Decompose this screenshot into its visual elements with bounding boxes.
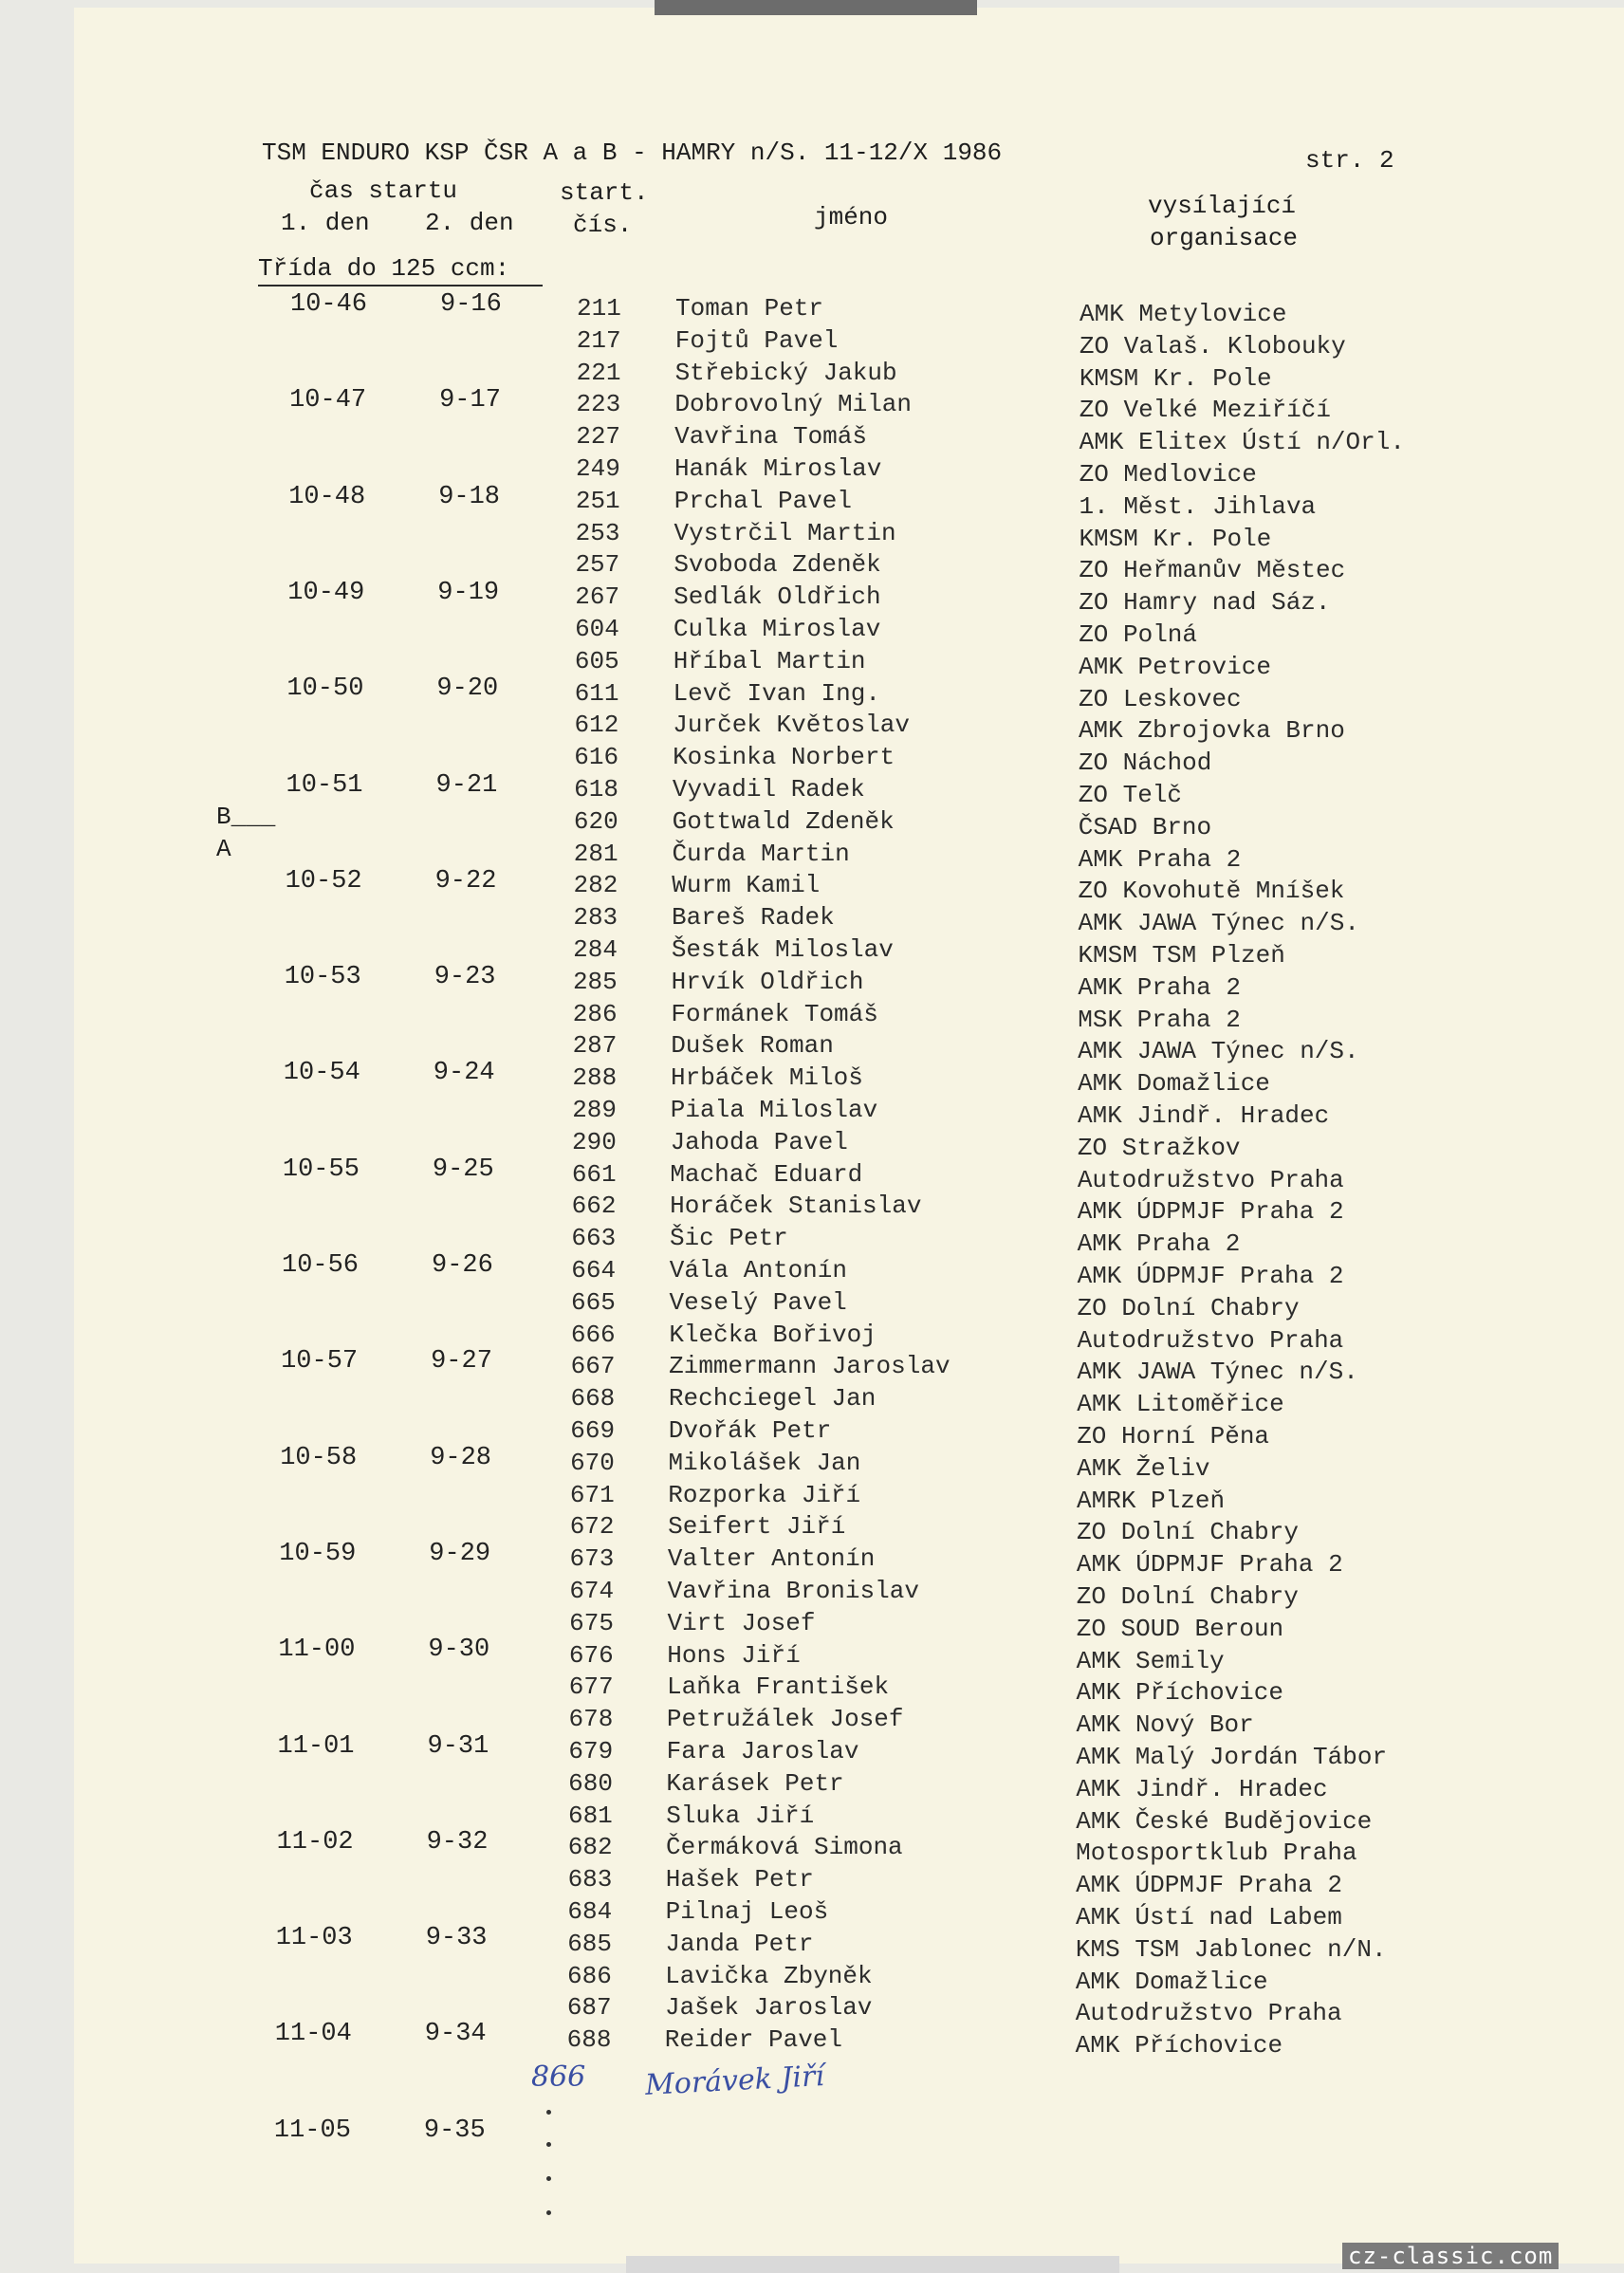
rider-name: Mikolášek Jan xyxy=(668,1448,861,1477)
rider-org: 1. Měst. Jihlava xyxy=(1079,491,1317,521)
rider-org: ZO Stražkov xyxy=(1077,1133,1241,1162)
rider-num: 684 xyxy=(567,1897,613,1926)
rider-org: AMK Příchovice xyxy=(1075,2031,1283,2060)
rider-name: Hříbal Martin xyxy=(673,646,866,675)
rider-org: AMK ÚDPMJF Praha 2 xyxy=(1076,1871,1342,1900)
rider-num: 227 xyxy=(576,422,621,452)
rider-num: 668 xyxy=(570,1384,616,1414)
rider-org: AMK Ústí nad Labem xyxy=(1076,1903,1342,1931)
rider-name: Čurda Martin xyxy=(672,839,850,868)
rider-num: 605 xyxy=(574,646,619,675)
col-den1: 1. den xyxy=(281,209,370,237)
rider-num: 285 xyxy=(572,967,618,996)
rider-num: 665 xyxy=(571,1287,616,1317)
rider-name: Hrbáček Miloš xyxy=(671,1063,863,1093)
rider-name: Petružálek Josef xyxy=(666,1705,904,1734)
rider-org: AMK JAWA Týnec n/S. xyxy=(1078,1037,1359,1066)
rider-org: MSK Praha 2 xyxy=(1078,1005,1241,1034)
time-day1: 10-50 xyxy=(286,675,364,704)
rider-num: 267 xyxy=(575,582,620,612)
rider-name: Rozporka Jiří xyxy=(668,1480,861,1509)
rider-org: ZO Hamry nad Sáz. xyxy=(1079,588,1331,618)
continuation-dot xyxy=(546,2110,551,2115)
col-start: start. xyxy=(560,178,649,207)
rider-org: AMK JAWA Týnec n/S. xyxy=(1077,1358,1358,1387)
rider-name: Šesták Miloslav xyxy=(671,935,894,964)
rider-name: Střebický Jakub xyxy=(674,358,897,387)
rider-org: ZO Medlovice xyxy=(1079,460,1257,489)
rider-name: Prchal Pavel xyxy=(674,486,852,515)
watermark: cz-classic.com xyxy=(1342,2243,1559,2269)
rider-name: Šic Petr xyxy=(669,1224,788,1253)
rider-name: Vyvadil Radek xyxy=(672,775,865,804)
rider-num: 675 xyxy=(569,1608,614,1637)
rider-org: AMK JAWA Týnec n/S. xyxy=(1078,909,1359,938)
rider-num: 661 xyxy=(571,1159,617,1189)
rider-name: Lavička Zbyněk xyxy=(665,1961,873,1990)
class-label-underline xyxy=(258,285,543,286)
rider-org: KMSM Kr. Pole xyxy=(1079,524,1272,553)
rider-name: Levč Ivan Ing. xyxy=(673,678,880,708)
time-day1: 11-00 xyxy=(278,1635,356,1665)
continuation-dot xyxy=(546,2176,551,2181)
rider-org: AMK Semily xyxy=(1076,1646,1225,1675)
rider-name: Valter Antonín xyxy=(667,1544,876,1574)
rider-num: 620 xyxy=(573,806,618,836)
rider-name: Wurm Kamil xyxy=(672,871,821,900)
rider-name: Klečka Bořivoj xyxy=(669,1320,877,1349)
rider-name: Piala Miloslav xyxy=(670,1096,878,1124)
handwritten-number: 866 xyxy=(531,2060,586,2094)
rider-name: Pilnaj Leoš xyxy=(665,1897,829,1926)
rider-name: Vála Antonín xyxy=(669,1256,847,1284)
rider-num: 678 xyxy=(568,1705,614,1734)
time-day1: 10-53 xyxy=(284,963,361,992)
time-day1: 10-52 xyxy=(285,866,362,896)
rider-org: AMK Nový Bor xyxy=(1076,1710,1254,1740)
group-mark-a: A xyxy=(216,835,231,863)
continuation-dot xyxy=(546,2142,551,2147)
rider-name: Culka Miroslav xyxy=(673,615,881,643)
time-day2: 9-21 xyxy=(435,770,498,800)
rider-org: AMK Metylovice xyxy=(1080,300,1287,328)
rider-org: AMK Litoměřice xyxy=(1077,1390,1284,1419)
time-day1: 10-56 xyxy=(282,1251,360,1280)
rider-org: AMK Malý Jordán Tábor xyxy=(1076,1743,1388,1771)
time-day2: 9-34 xyxy=(424,2020,487,2049)
time-day2: 9-18 xyxy=(438,482,500,511)
rider-num: 663 xyxy=(571,1224,617,1253)
rider-num: 217 xyxy=(576,325,621,355)
rider-org: ZO Polná xyxy=(1079,620,1198,649)
rider-name: Laňka František xyxy=(667,1672,890,1702)
rider-name: Janda Petr xyxy=(665,1929,814,1958)
rider-name: Toman Petr xyxy=(675,294,824,323)
rider-org: ČSAD Brno xyxy=(1078,812,1212,841)
rider-name: Čermáková Simona xyxy=(666,1833,903,1862)
time-day2: 9-23 xyxy=(434,963,496,992)
time-day2: 9-26 xyxy=(432,1251,493,1280)
rider-org: ZO Telč xyxy=(1078,781,1183,809)
rider-name: Sluka Jiří xyxy=(666,1801,815,1830)
rider-name: Vavřina Bronislav xyxy=(667,1577,919,1605)
time-day2: 9-28 xyxy=(430,1443,491,1472)
rider-name: Dušek Roman xyxy=(671,1031,834,1061)
rider-name: Dobrovolný Milan xyxy=(674,390,913,419)
time-day2: 9-25 xyxy=(432,1155,494,1184)
rider-name: Jurček Květoslav xyxy=(673,711,910,740)
rider-org: ZO Náchod xyxy=(1078,748,1212,778)
rider-org: AMK Elitex Ústí n/Orl. xyxy=(1079,428,1405,457)
rider-num: 249 xyxy=(576,454,620,483)
time-day2: 9-31 xyxy=(427,1731,489,1761)
rider-num: 679 xyxy=(568,1737,614,1765)
rider-num: 284 xyxy=(573,935,618,964)
time-day2: 9-33 xyxy=(425,1924,488,1953)
scan-edge-bottom xyxy=(626,2256,1119,2273)
continuation-dot xyxy=(546,2210,551,2215)
time-day1: 10-46 xyxy=(290,290,368,319)
rider-org: AMK Domažlice xyxy=(1078,1069,1270,1099)
rider-org: AMK ÚDPMJF Praha 2 xyxy=(1077,1262,1344,1290)
rider-org: Autodružstvo Praha xyxy=(1075,1999,1342,2028)
col-cas-startu: čas startu xyxy=(309,176,458,205)
rider-num: 211 xyxy=(577,294,621,323)
rider-name: Kosinka Norbert xyxy=(673,743,895,772)
rider-org: ZO Kovohutě Mníšek xyxy=(1078,877,1345,906)
time-day1: 10-58 xyxy=(280,1443,358,1472)
rider-org: AMK Jindř. Hradec xyxy=(1076,1774,1328,1803)
rider-name: Zimmermann Jaroslav xyxy=(669,1352,950,1381)
col-cis: čís. xyxy=(573,211,633,239)
rider-org: Autodružstvo Praha xyxy=(1077,1165,1344,1194)
rider-org: ZO Dolní Chabry xyxy=(1076,1582,1299,1611)
rider-num: 281 xyxy=(573,839,618,868)
rider-num: 680 xyxy=(568,1768,613,1798)
rider-num: 674 xyxy=(569,1577,615,1605)
document-title: TSM ENDURO KSP ČSR A a B - HAMRY n/S. 11-12/X 1986 xyxy=(262,139,1003,167)
rider-org: ZO Dolní Chabry xyxy=(1076,1518,1299,1547)
rider-org: AMK Domažlice xyxy=(1075,1967,1268,1996)
rider-org: AMK Petrovice xyxy=(1079,652,1271,681)
rider-num: 618 xyxy=(574,775,618,804)
rider-name: Jašek Jaroslav xyxy=(664,1993,873,2023)
rider-name: Hanák Miroslav xyxy=(674,454,882,483)
rider-num: 253 xyxy=(575,518,620,547)
rider-num: 670 xyxy=(570,1448,615,1477)
time-day1: 10-48 xyxy=(288,482,366,511)
rider-org: AMK Praha 2 xyxy=(1078,972,1241,1002)
time-day2: 9-30 xyxy=(428,1635,490,1665)
time-day2: 9-20 xyxy=(436,675,499,704)
time-day2: 9-19 xyxy=(437,578,500,607)
rider-name: Formánek Tomáš xyxy=(671,999,878,1028)
rider-org: ZO Valaš. Klobouky xyxy=(1079,331,1346,360)
rider-org: AMK Praha 2 xyxy=(1078,844,1242,874)
rider-org: AMRK Plzeň xyxy=(1077,1486,1226,1515)
time-day2: 9-27 xyxy=(431,1347,492,1377)
time-day1: 11-01 xyxy=(277,1731,355,1761)
scan-edge-top xyxy=(655,0,977,15)
rider-num: 289 xyxy=(572,1096,617,1124)
rider-num: 685 xyxy=(567,1929,613,1958)
rider-name: Hrvík Oldřich xyxy=(671,967,864,996)
rider-num: 604 xyxy=(575,615,619,643)
rider-org: AMK České Budějovice xyxy=(1076,1806,1373,1836)
rider-num: 612 xyxy=(574,711,619,740)
rider-num: 223 xyxy=(576,390,621,419)
time-day1: 10-47 xyxy=(289,386,367,416)
rider-org: AMK Praha 2 xyxy=(1077,1229,1241,1259)
rider-name: Jahoda Pavel xyxy=(670,1127,848,1156)
rider-num: 611 xyxy=(574,678,619,708)
rider-num: 282 xyxy=(573,871,618,900)
rider-org: AMK Příchovice xyxy=(1076,1678,1283,1708)
rider-num: 683 xyxy=(567,1865,613,1894)
time-day1: 11-04 xyxy=(274,2020,352,2049)
rider-num: 662 xyxy=(571,1192,617,1221)
rider-name: Horáček Stanislav xyxy=(670,1192,922,1221)
rider-num: 251 xyxy=(575,486,620,515)
rider-name: Hons Jiří xyxy=(667,1640,801,1670)
time-day2: 9-24 xyxy=(433,1059,495,1088)
rider-num: 682 xyxy=(567,1833,613,1862)
rider-org: AMK Želiv xyxy=(1077,1453,1210,1483)
rider-name: Rechciegel Jan xyxy=(668,1384,877,1414)
rider-name: Vystrčil Martin xyxy=(674,518,896,547)
rider-num: 673 xyxy=(569,1544,615,1574)
rider-org: ZO Velké Meziříčí xyxy=(1079,396,1331,425)
time-day1: 11-05 xyxy=(273,2116,351,2145)
rider-name: Svoboda Zdeněk xyxy=(674,550,881,580)
rider-org: ZO Horní Pěna xyxy=(1077,1422,1270,1451)
rider-name: Machač Eduard xyxy=(670,1159,863,1189)
rider-org: KMS TSM Jablonec n/N. xyxy=(1075,1934,1387,1964)
rider-num: 671 xyxy=(569,1480,615,1509)
rider-name: Bareš Radek xyxy=(672,903,835,933)
rider-org: ZO Leskovec xyxy=(1079,684,1242,713)
rider-name: Fara Jaroslav xyxy=(666,1737,859,1765)
time-day1: 10-59 xyxy=(279,1539,357,1568)
rider-org: Motosportklub Praha xyxy=(1076,1839,1357,1868)
col-vysilajici: vysílající xyxy=(1148,192,1297,220)
rider-num: 288 xyxy=(572,1063,618,1093)
time-day2: 9-35 xyxy=(423,2116,486,2145)
rider-num: 664 xyxy=(571,1256,617,1284)
rider-org: KMSM Kr. Pole xyxy=(1079,363,1272,393)
rider-name: Gottwald Zdeněk xyxy=(672,806,895,836)
rider-name: Sedlák Oldřich xyxy=(674,582,881,612)
rider-num: 669 xyxy=(570,1416,616,1445)
rider-org: AMK ÚDPMJF Praha 2 xyxy=(1076,1550,1343,1580)
rider-org: AMK ÚDPMJF Praha 2 xyxy=(1077,1197,1344,1227)
time-day2: 9-29 xyxy=(429,1539,491,1568)
rider-num: 290 xyxy=(572,1127,617,1156)
col-jmeno: jméno xyxy=(814,203,889,231)
rider-num: 283 xyxy=(573,903,618,933)
rider-org: AMK Jindř. Hradec xyxy=(1078,1101,1330,1130)
rider-num: 666 xyxy=(570,1320,616,1349)
time-day2: 9-16 xyxy=(440,290,502,319)
rider-name: Vavřina Tomáš xyxy=(674,422,867,452)
time-day1: 10-55 xyxy=(282,1155,360,1184)
time-day1: 10-54 xyxy=(283,1059,360,1088)
rider-name: Fojtů Pavel xyxy=(674,325,839,355)
rider-org: ZO SOUD Beroun xyxy=(1076,1614,1284,1643)
rider-num: 686 xyxy=(567,1961,612,1990)
rider-name: Reider Pavel xyxy=(664,2025,842,2055)
rider-name: Virt Josef xyxy=(667,1608,816,1637)
rider-org: AMK Zbrojovka Brno xyxy=(1078,716,1345,746)
rider-num: 688 xyxy=(566,2025,612,2055)
rider-num: 286 xyxy=(572,999,618,1028)
rider-num: 687 xyxy=(566,1993,612,2023)
rider-num: 257 xyxy=(575,550,620,580)
rider-name: Hašek Petr xyxy=(665,1865,814,1894)
time-day2: 9-32 xyxy=(426,1827,489,1857)
rider-org: ZO Heřmanův Městec xyxy=(1079,556,1346,585)
group-mark-b: B___ xyxy=(216,803,276,831)
rider-org: KMSM TSM Plzeň xyxy=(1078,941,1285,970)
rider-name: Veselý Pavel xyxy=(669,1287,847,1317)
time-day2: 9-22 xyxy=(434,866,497,896)
time-day1: 11-02 xyxy=(276,1827,354,1857)
time-day1: 11-03 xyxy=(275,1924,353,1953)
rider-num: 667 xyxy=(570,1352,616,1381)
time-day2: 9-17 xyxy=(439,386,501,416)
rider-org: ZO Dolní Chabry xyxy=(1077,1293,1300,1322)
col-organisace: organisace xyxy=(1150,224,1299,252)
col-den2: 2. den xyxy=(425,209,514,237)
page-number: str. 2 xyxy=(1305,146,1394,175)
class-label: Třída do 125 ccm: xyxy=(258,254,510,283)
handwritten-name: Morávek Jiří xyxy=(644,2060,825,2102)
rider-num: 672 xyxy=(569,1512,615,1542)
time-day1: 10-49 xyxy=(287,578,365,607)
rider-num: 677 xyxy=(568,1672,614,1702)
time-day1: 10-57 xyxy=(281,1347,359,1377)
rider-num: 616 xyxy=(574,743,619,772)
rider-num: 681 xyxy=(567,1801,613,1830)
time-day1: 10-51 xyxy=(286,770,363,800)
rider-org: Autodružstvo Praha xyxy=(1077,1325,1344,1355)
rider-name: Dvořák Petr xyxy=(668,1416,832,1445)
rider-num: 676 xyxy=(568,1640,614,1670)
rider-num: 287 xyxy=(572,1031,618,1061)
rider-num: 221 xyxy=(576,358,621,387)
rider-name: Karásek Petr xyxy=(666,1768,844,1798)
rider-name: Seifert Jiří xyxy=(668,1512,846,1542)
